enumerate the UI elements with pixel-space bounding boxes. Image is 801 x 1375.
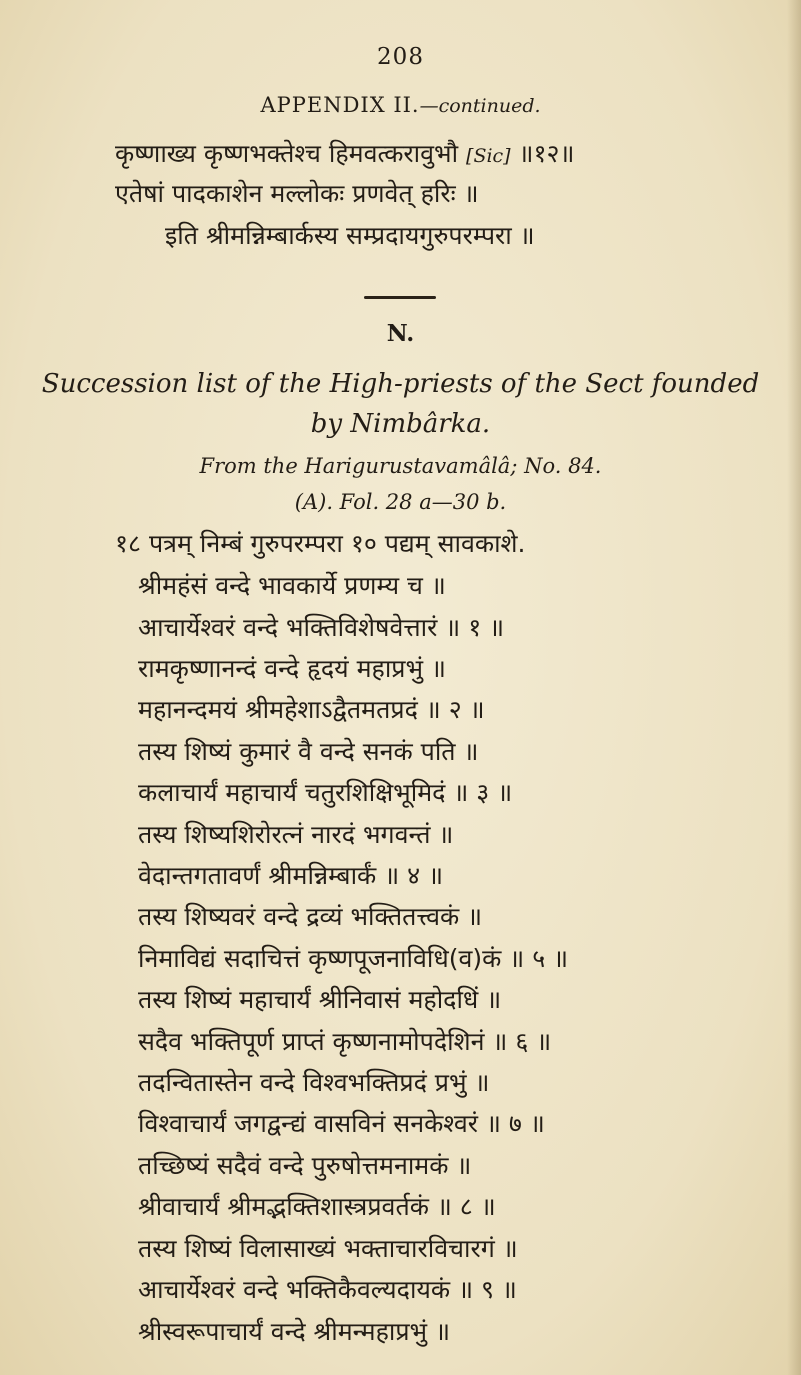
section-title-line-2: by Nimbârka. [310, 409, 491, 439]
verse-line: सदैव भक्तिपूर्ण प्राप्तं कृष्णनामोपदेशिनं ॥ ६ ॥ [138, 1027, 552, 1056]
verse-line: तस्य शिष्यं विलासाख्यं भक्ताचारविचारगं ॥ [138, 1234, 518, 1263]
verse-line: वेदान्तगतावर्णं श्रीमन्निम्बार्कं ॥ ४ ॥ [138, 861, 444, 890]
verse-line: महानन्दमयं श्रीमहेशाऽद्वैतमतप्रदं ॥ २ ॥ [138, 695, 485, 724]
verse-line: तस्य शिष्यवरं वन्दे द्रव्यं भक्तितत्त्वकं ॥ [138, 902, 483, 931]
continued-label: —continued. [419, 95, 541, 117]
verse-line: तस्य शिष्यशिरोरत्नं नारदं भगवन्तं ॥ [138, 820, 454, 849]
verse-line: श्रीमहंसं वन्दे भावकार्ये प्रणम्य च ॥ [138, 571, 446, 600]
appendix-heading: APPENDIX II. [260, 93, 420, 117]
verse-line: विश्वाचार्यं जगद्वन्द्यं वासविनं सनकेश्वरं ॥ ७ ॥ [138, 1109, 545, 1138]
top-verse-text: कृष्णाख्य कृष्णभक्तेश्च हिमवत्करावुभौ [115, 139, 459, 168]
verse-line: आचार्येश्वरं वन्दे भक्तिविशेषवेत्तारं ॥ १ ॥ [138, 613, 505, 642]
verse-line: तस्य शिष्यं कुमारं वै वन्दे सनकं पति ॥ [138, 737, 479, 766]
section-letter: N. [386, 320, 415, 347]
verse-line: रामकृष्णानन्दं वन्दे हृदयं महाप्रभुं ॥ [138, 654, 447, 683]
verse-line: तच्छिष्यं सदैवं वन्दे पुरुषोत्तमनामकं ॥ [138, 1151, 472, 1180]
verse-line: श्रीस्वरूपाचार्यं वन्दे श्रीमन्महाप्रभुं ॥ [138, 1317, 451, 1346]
verse-line: तस्य शिष्यं महाचार्यं श्रीनिवासं महोदधिं ॥ [138, 985, 502, 1014]
top-verse-2: एतेषां पादकाशेन मल्लोकः प्रणवेत् हरिः ॥ [115, 179, 479, 208]
section-rule [364, 296, 436, 299]
verse-line: श्रीवाचार्यं श्रीमद्भक्तिशास्त्रप्रवर्तकं ॥ ८ ॥ [138, 1192, 496, 1221]
top-verse-3: इति श्रीमन्निम्बार्कस्य सम्प्रदायगुरुपरम्परा ॥ [165, 221, 535, 250]
verse-line: तदन्वितास्तेन वन्दे विश्वभक्तिप्रदं प्रभुं ॥ [138, 1068, 490, 1097]
page-edge-shadow [787, 0, 801, 1375]
top-verse-1 [115, 134, 575, 176]
verse-line: कलाचार्यं महाचार्यं चतुरशिक्षिभूमिदं ॥ ३ ॥ [138, 778, 513, 807]
source-line-2: (A). Fol. 28 a—30 b. [294, 490, 507, 514]
verse-line: आचार्येश्वरं वन्दे भक्तिकैवल्यदायकं ॥ ९ ॥ [138, 1275, 517, 1304]
source-line-1: From the Harigurustavamâlâ; No. 84. [199, 454, 602, 478]
verse-line: निमाविद्यं सदाचित्तं कृष्णपूजनाविधि(व)कं ॥ ५ ॥ [138, 944, 569, 973]
section-title-line-1: Succession list of the High-priests of the Sect founded [41, 369, 760, 399]
page-number: 208 [377, 44, 424, 70]
verse-number: ॥१२॥ [518, 139, 575, 168]
running-head [0, 93, 801, 117]
sic-note: [Sic] [466, 145, 511, 167]
verse-line: १८ पत्रम् निम्बं गुरुपरम्परा १० पद्यम् सावकाशे. [115, 529, 526, 558]
